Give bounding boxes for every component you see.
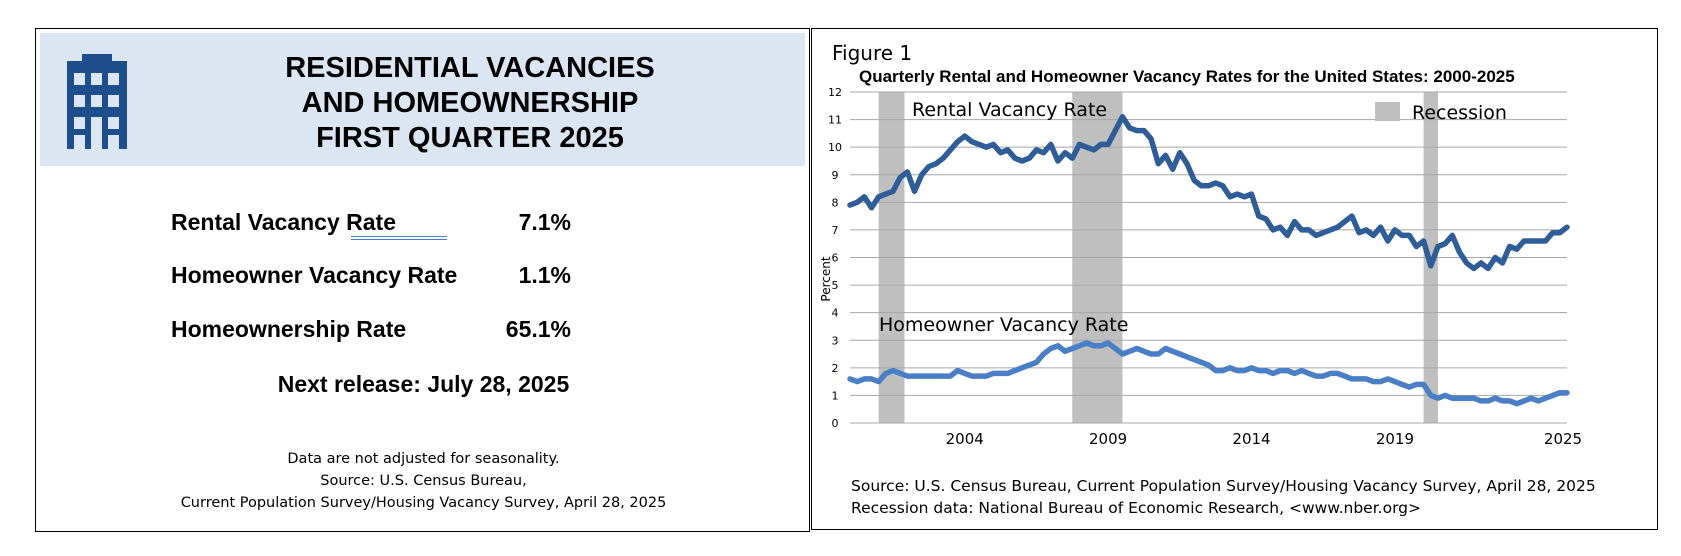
x-tick-label: 2025 (1543, 430, 1583, 448)
stat-label: Homeownership Rate (171, 316, 407, 342)
title-line: AND HOMEOWNERSHIP (301, 87, 639, 119)
stat-value: 1.1% (518, 262, 571, 288)
note-line: Data are not adjusted for seasonality. (287, 451, 560, 467)
stat-rental-vacancy (171, 209, 571, 241)
header-band (40, 33, 805, 166)
building-icon (64, 51, 130, 151)
source-line: Recession data: National Bureau of Economic Research, <www.nber.org> (851, 499, 1421, 517)
x-tick-label: 2014 (1232, 430, 1271, 448)
y-tick-label: 9 (831, 168, 839, 182)
source-line: Source: U.S. Census Bureau, Current Population Survey/Housing Vacancy Survey, April 28, 2025 (851, 477, 1596, 495)
series-line-homeowner (850, 343, 1567, 404)
legend-label: Recession (1412, 102, 1507, 124)
stat-value: 65.1% (505, 316, 571, 342)
y-tick-label: 0 (831, 417, 839, 430)
x-tick-label: 2009 (1089, 430, 1128, 448)
next-release: Next release: July 28, 2025 (277, 371, 570, 397)
series-label-rental: Rental Vacancy Rate (912, 99, 1108, 121)
source-notes (36, 448, 811, 514)
series-line-rental (850, 117, 1567, 269)
figure-source (851, 475, 1596, 519)
y-tick-label: 8 (831, 196, 839, 210)
y-tick-label: 6 (831, 251, 839, 265)
title-line: RESIDENTIAL VACANCIES (285, 52, 655, 84)
spellcheck-underline (351, 236, 447, 240)
y-axis-label: Percent (819, 256, 833, 302)
series-label-homeowner: Homeowner Vacancy Rate (879, 314, 1129, 336)
y-tick-label: 3 (831, 334, 839, 348)
y-tick-label: 11 (828, 113, 842, 127)
y-tick-label: 2 (831, 361, 839, 375)
figure-label: Figure 1 (832, 41, 913, 65)
y-tick-label: 12 (828, 86, 842, 99)
y-tick-label: 1 (831, 389, 839, 403)
y-tick-label: 10 (828, 141, 842, 155)
title-line: FIRST QUARTER 2025 (316, 122, 624, 154)
stat-homeownership (171, 316, 571, 348)
y-tick-label: 4 (831, 306, 839, 320)
legend-swatch (1375, 102, 1400, 121)
chart-title: Quarterly Rental and Homeowner Vacancy Rates for the United States: 2000-2025 (859, 67, 1515, 86)
stat-homeowner-vacancy (171, 262, 571, 294)
stat-label: Rental Vacancy Rate (171, 209, 397, 235)
y-tick-label: 7 (831, 223, 839, 237)
x-tick-label: 2019 (1375, 430, 1415, 448)
stat-label: Homeowner Vacancy Rate (171, 262, 458, 288)
note-line: Source: U.S. Census Bureau, (320, 473, 527, 489)
vacancy-chart (812, 29, 1657, 529)
series-lines (850, 117, 1567, 404)
x-tick-label: 2004 (945, 430, 984, 448)
page-title (190, 51, 750, 156)
figure-panel (811, 28, 1658, 530)
y-tick-label: 5 (831, 279, 839, 293)
x-tick-labels (946, 430, 1582, 448)
stat-value: 7.1% (518, 209, 571, 235)
note-line: Current Population Survey/Housing Vacancy Survey, April 28, 2025 (180, 495, 667, 511)
summary-panel (35, 28, 810, 532)
